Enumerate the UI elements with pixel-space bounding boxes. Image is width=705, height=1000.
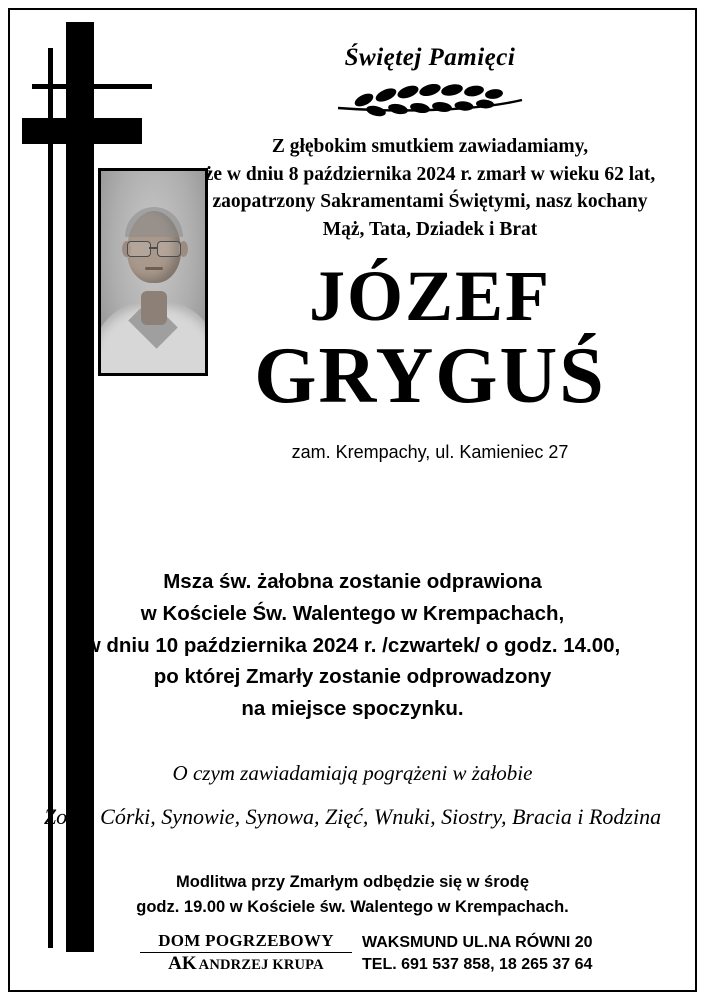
mass-line-3: w dniu 10 października 2024 r. /czwartek/ o godz. 14.00, bbox=[84, 633, 621, 657]
deceased-last-name: GRYGUŚ bbox=[254, 331, 606, 420]
notice-header-block bbox=[175, 30, 685, 463]
laurel-branch-icon bbox=[330, 78, 530, 118]
funeral-home-monogram: AK bbox=[168, 952, 197, 974]
intro-line-1: Z głębokim smutkiem zawiadamiamy, bbox=[271, 136, 589, 157]
prayer-line-2: godz. 19.00 w Kościele św. Walentego w Krempachach. bbox=[136, 897, 569, 916]
funeral-home-title: DOM POGRZEBOWY bbox=[158, 931, 334, 951]
intro-line-4: Mąż, Tata, Dziadek i Brat bbox=[322, 219, 538, 241]
intro-line-2: że w dniu 8 października 2024 r. zmarł w wieku 62 lat, bbox=[204, 163, 656, 185]
prayer-line-1: Modlitwa przy Zmarłym odbędzie się w środę bbox=[176, 872, 529, 891]
mass-details bbox=[30, 566, 675, 725]
mass-line-1: Msza św. żałobna zostanie odprawiona bbox=[163, 570, 542, 593]
portrait-mouth bbox=[145, 267, 163, 270]
prayer-details bbox=[30, 870, 675, 920]
deceased-first-name: JÓZEF bbox=[308, 255, 552, 336]
cross-horizontal-bar bbox=[22, 118, 142, 144]
funeral-home-footer bbox=[140, 932, 610, 975]
deceased-address: zam. Krempachy, ul. Kamieniec 27 bbox=[291, 441, 569, 462]
family-list: Żona, Córki, Synowie, Synowa, Zięć, Wnuki, Siostry, Bracia i Rodzina bbox=[43, 803, 662, 829]
intro-line-3: zaopatrzony Sakramentami Świętymi, nasz kochany bbox=[212, 191, 648, 213]
intro-text bbox=[175, 133, 685, 244]
funeral-home-owner: ANDRZEJ KRUPA bbox=[198, 956, 324, 973]
mass-line-4: po której Zmarły zostanie odprowadzony bbox=[153, 665, 552, 689]
announcement-text: O czym zawiadamiają pogrążeni w żałobie bbox=[172, 760, 533, 785]
portrait-neck bbox=[141, 291, 167, 325]
funeral-home-address: WAKSMUND UL.NA RÓWNI 20 bbox=[362, 934, 593, 951]
mass-line-5: na miejsce spoczynku. bbox=[241, 697, 464, 721]
funeral-home-phones: TEL. 691 537 858, 18 265 37 64 bbox=[362, 955, 593, 973]
notice-body-block bbox=[30, 560, 675, 919]
mass-line-2: w Kościele Św. Walentego w Krempachach, bbox=[140, 601, 565, 625]
funeral-home-owner-row bbox=[140, 952, 352, 975]
funeral-home-logo bbox=[140, 932, 352, 975]
funeral-home-contact bbox=[362, 932, 610, 975]
cross-horizontal-thin-line bbox=[32, 84, 152, 89]
memorial-heading: Świętej Pamięci bbox=[344, 44, 516, 71]
